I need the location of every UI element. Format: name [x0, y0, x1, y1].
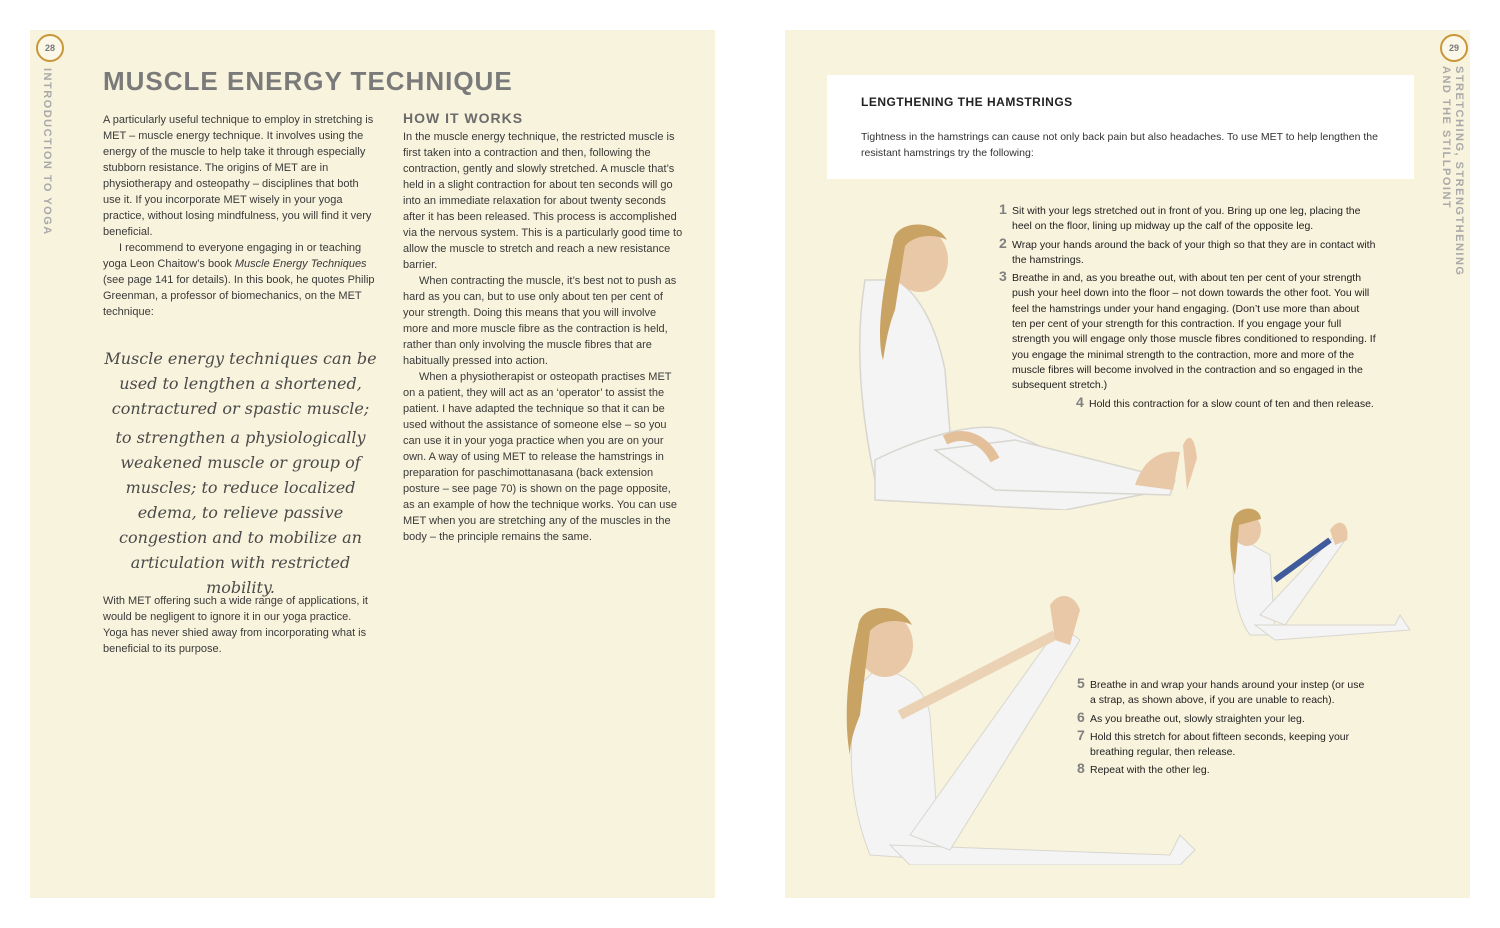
step-item: 7 Hold this stretch for about fifteen seconds, keeping your breathing regular, then release.: [1077, 726, 1350, 759]
step-item: 6 As you breathe out, slowly straighten your leg.: [1077, 708, 1305, 725]
steps-group-2: [1077, 675, 1369, 782]
step-item: 4 Hold this contraction for a slow count of ten and then release.: [1076, 393, 1374, 410]
step-item: 2 Wrap your hands around the back of your thigh so that they are in contact with the hamstrings.: [999, 234, 1376, 266]
right-running-title: STRETCHING, STRENGTHENING AND THE STILLPOINT: [1440, 66, 1465, 277]
how-it-works-column: [403, 110, 683, 545]
box-title: LENGTHENING THE HAMSTRINGS: [861, 95, 1073, 109]
intro-paragraph-2: I recommend to everyone engaging in or teaching yoga Leon Chaitow’s book Muscle Energy Techniques (see page 141 for details). In this book, he quotes Philip Greenman, a professor of biomechanics, on the MET technique:: [103, 242, 375, 318]
how-it-works-heading: HOW IT WORKS: [403, 110, 524, 126]
step-item: 5 Breathe in and wrap your hands around your instep (or use a strap, as shown above, if you are unable to reach).: [1077, 675, 1365, 707]
steps-group-1: [999, 201, 1376, 415]
page-heading: MUSCLE ENERGY TECHNIQUE: [103, 66, 513, 96]
pull-quote: [103, 346, 378, 604]
intro-paragraph-1: A particularly useful technique to employ in stretching is MET – muscle energy technique. It involves using the energy of the muscle to help take it through especially stubborn resistance. The origins of MET are in physiotherapy and osteopathy – disciplines that both use it. If you incorporate MET wisely in your yoga practice, without losing mindfulness, you will find it very beneficial.: [103, 114, 374, 238]
left-page: [30, 30, 715, 898]
instruction-box: [827, 75, 1414, 179]
closing-paragraph: With MET offering such a wide range of applications, it would be negligent to ignore it in our yoga practice. Yoga has never shied away from incorporating what is beneficial to its purpose.: [103, 595, 368, 655]
step-item: 8 Repeat with the other leg.: [1077, 760, 1210, 777]
intro-column: [103, 112, 378, 320]
box-text: Tightness in the hamstrings can cause not only back pain but also headaches. To use MET to help lengthen the resistant hamstrings try the following:: [861, 131, 1378, 159]
how-paragraph-1: In the muscle energy technique, the restricted muscle is first taken into a contraction and then, following the contraction, gently and slowly stretched. A muscle that’s held in a slight contraction for about ten seconds will go into an immediate relaxation for about twenty seconds after it has been released. This process is accomplished via the nervous system. This is a particularly good time to allow the muscle to stretch and reach a new resistance barrier.: [403, 131, 683, 271]
strap-pose-figure: [1215, 495, 1425, 645]
how-paragraph-2: When contracting the muscle, it’s best not to push as hard as you can, but to use only about ten per cent of your strength. Doing this means that you will involve more and more muscle fibre as the contraction is held, rather than only involving the muscle fibres that are habitually pressed into action.: [403, 275, 677, 367]
book-title: Muscle Energy Techniques: [234, 258, 367, 270]
left-running-title: INTRODUCTION TO YOGA: [41, 68, 53, 236]
step-item: 1 Sit with your legs stretched out in front of you. Bring up one leg, placing the heel on the floor, lining up midway up the calf of the opposite leg.: [999, 201, 1361, 233]
right-page: [785, 30, 1470, 898]
page-number-right: 29: [1440, 34, 1468, 62]
quote-part-2: to strengthen a physiologically weakened muscle or group of muscles; to reduce localized edema, to relieve passive congestion and to mobilize an articulation with restricted mobility.: [115, 428, 366, 597]
step-item: 3 Breathe in and, as you breathe out, with about ten per cent of your strength push your heel down into the floor – not down towards the other foot. You will feel the hamstrings under your hand engaging. (Don’t use more than about ten per cent of your strength for this contraction. If you engage your full strength you will engage only those muscle fibres conditioned to responding. If you engage the minimal strength to the contraction, more and more of the muscle fibres will become involved in the contraction and so engaged in the subsequent stretch.): [999, 268, 1376, 392]
quote-part-1: Muscle energy techniques can be used to lengthen a shortened, contractured or spastic muscle;: [104, 349, 377, 418]
page-number-left: 28: [36, 34, 64, 62]
how-paragraph-3: When a physiotherapist or osteopath practises MET on a patient, they will act as an ‘operator’ to assist the patient. I have adapted the technique so that it can be used without the assistance of someone else – so you can use it in your yoga practice when you are on your own. A way of using MET to release the hamstrings in preparation for paschimottanasana (back extension posture – see page 70) is shown on the page opposite, as an example of how the technique works. You can use MET when you are stretching any of the muscles in the body – the principle remains the same.: [403, 371, 677, 543]
